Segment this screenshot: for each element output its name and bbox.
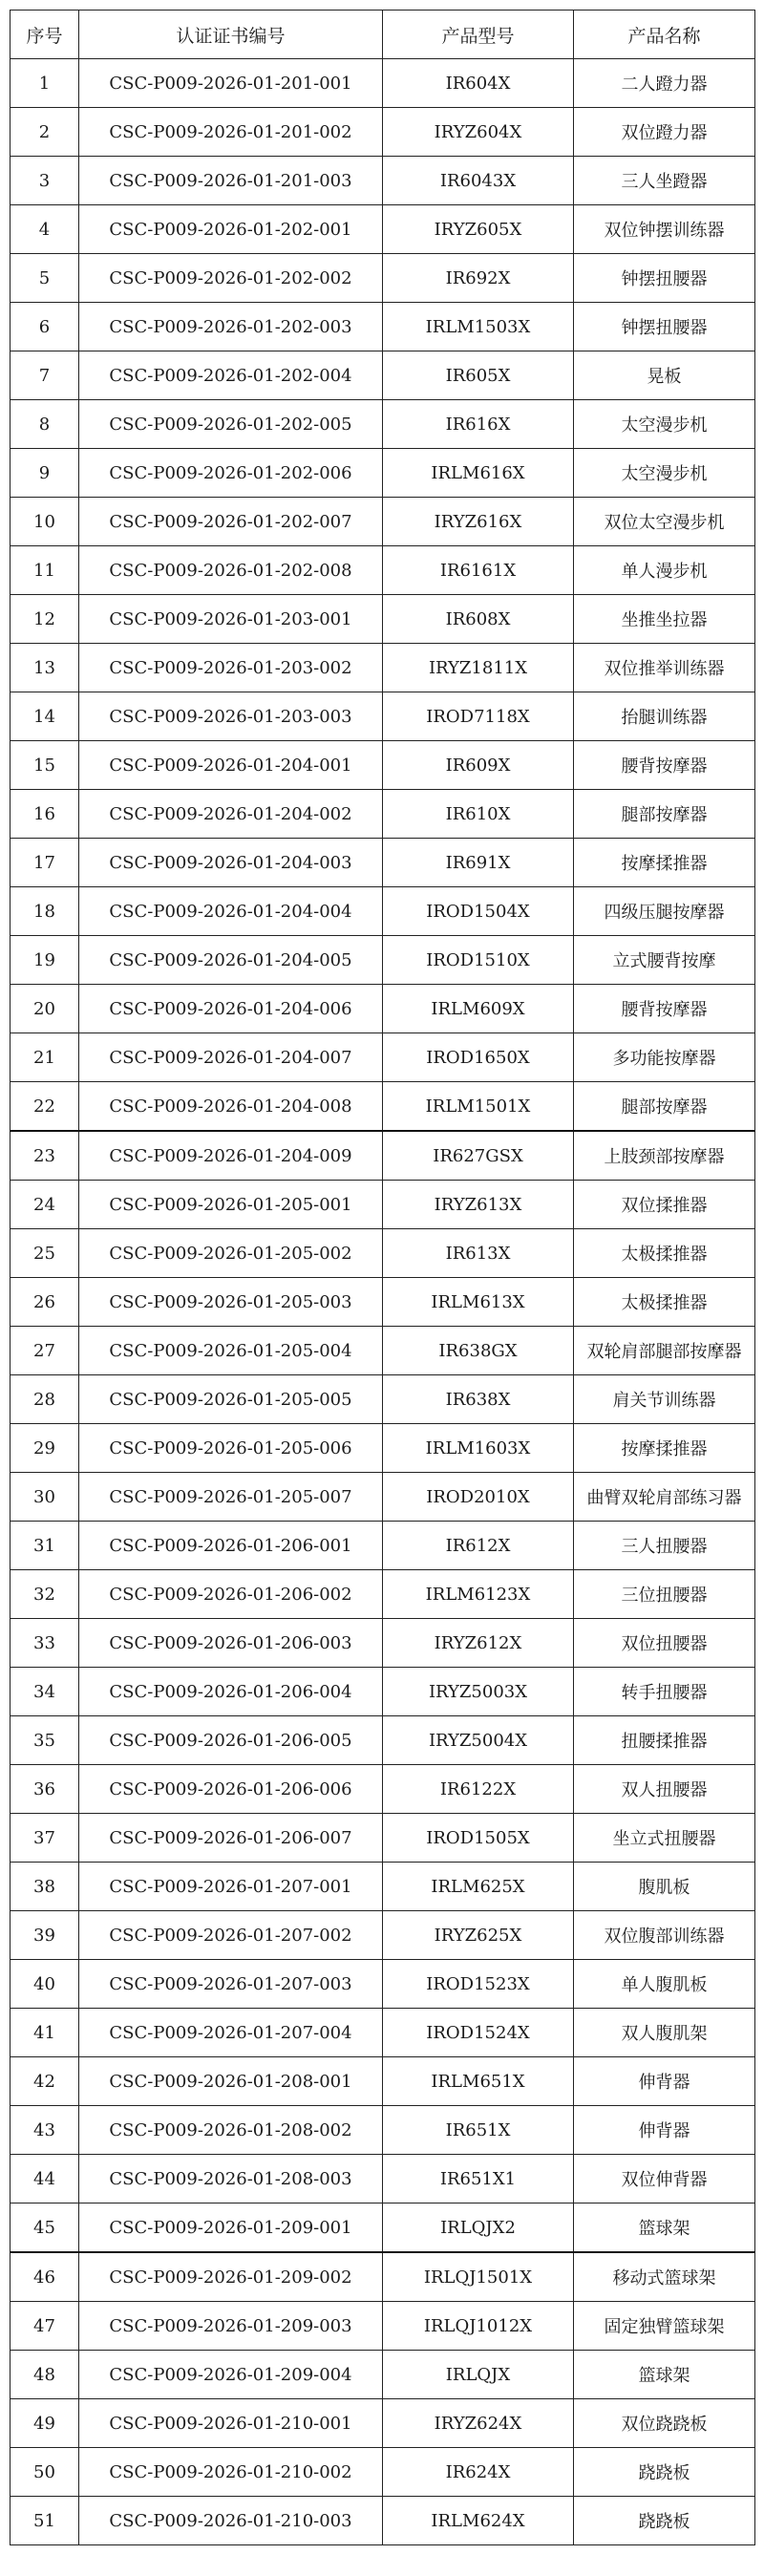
table-row xyxy=(11,1473,755,1522)
table-row xyxy=(11,741,755,790)
cell-certificate-number: CSC-P009-2026-01-204-006 xyxy=(79,985,383,1033)
header-product-model: 产品型号 xyxy=(383,11,574,59)
cell-certificate-number: CSC-P009-2026-01-209-004 xyxy=(79,2351,383,2399)
cell-product-model: IRYZ612X xyxy=(383,1619,574,1668)
cell-product-name: 双位跷跷板 xyxy=(574,2399,755,2448)
header-certificate-number: 认证证书编号 xyxy=(79,11,383,59)
table-row xyxy=(11,2009,755,2057)
table-row xyxy=(11,1375,755,1424)
cell-product-name: 按摩揉推器 xyxy=(574,1424,755,1473)
table-row xyxy=(11,59,755,108)
table-row xyxy=(11,2497,755,2545)
cell-certificate-number: CSC-P009-2026-01-205-004 xyxy=(79,1327,383,1375)
table-row xyxy=(11,2399,755,2448)
table-row xyxy=(11,1814,755,1863)
cell-certificate-number: CSC-P009-2026-01-206-006 xyxy=(79,1765,383,1814)
cell-product-name: 双位腹部训练器 xyxy=(574,1911,755,1960)
table-row xyxy=(11,449,755,498)
cell-product-name: 二人蹬力器 xyxy=(574,59,755,108)
cell-product-model: IRLM1503X xyxy=(383,303,574,351)
cell-product-name: 上肢颈部按摩器 xyxy=(574,1131,755,1181)
table-row xyxy=(11,2252,755,2302)
cell-product-model: IROD1523X xyxy=(383,1960,574,2009)
cell-product-name: 双位蹬力器 xyxy=(574,108,755,157)
cell-serial-number: 40 xyxy=(11,1960,79,2009)
cell-certificate-number: CSC-P009-2026-01-207-003 xyxy=(79,1960,383,2009)
cell-serial-number: 10 xyxy=(11,498,79,546)
cell-serial-number: 12 xyxy=(11,595,79,644)
cell-certificate-number: CSC-P009-2026-01-203-003 xyxy=(79,692,383,741)
cell-product-model: IR608X xyxy=(383,595,574,644)
table-row xyxy=(11,1424,755,1473)
table-body xyxy=(11,59,755,2545)
table-row xyxy=(11,1570,755,1619)
cell-serial-number: 37 xyxy=(11,1814,79,1863)
cell-serial-number: 33 xyxy=(11,1619,79,1668)
cell-product-name: 太极揉推器 xyxy=(574,1278,755,1327)
cell-serial-number: 22 xyxy=(11,1082,79,1132)
table-row xyxy=(11,2302,755,2351)
cell-product-model: IR6122X xyxy=(383,1765,574,1814)
cell-serial-number: 47 xyxy=(11,2302,79,2351)
cell-certificate-number: CSC-P009-2026-01-202-006 xyxy=(79,449,383,498)
cell-product-name: 抬腿训练器 xyxy=(574,692,755,741)
cell-product-name: 按摩揉推器 xyxy=(574,839,755,887)
table-row xyxy=(11,157,755,205)
table-row xyxy=(11,1960,755,2009)
cell-product-model: IROD1510X xyxy=(383,936,574,985)
cell-certificate-number: CSC-P009-2026-01-204-002 xyxy=(79,790,383,839)
table-row xyxy=(11,351,755,400)
cell-product-name: 三人坐蹬器 xyxy=(574,157,755,205)
cell-certificate-number: CSC-P009-2026-01-205-003 xyxy=(79,1278,383,1327)
cell-product-model: IRLM613X xyxy=(383,1278,574,1327)
cell-product-model: IRLQJX xyxy=(383,2351,574,2399)
cell-product-name: 双位推举训练器 xyxy=(574,644,755,692)
table-row xyxy=(11,1082,755,1132)
cell-serial-number: 36 xyxy=(11,1765,79,1814)
cell-product-model: IR691X xyxy=(383,839,574,887)
cell-certificate-number: CSC-P009-2026-01-207-004 xyxy=(79,2009,383,2057)
cell-product-model: IRLQJ1501X xyxy=(383,2252,574,2302)
cell-product-model: IR638X xyxy=(383,1375,574,1424)
cell-serial-number: 31 xyxy=(11,1522,79,1570)
cell-serial-number: 16 xyxy=(11,790,79,839)
cell-certificate-number: CSC-P009-2026-01-205-001 xyxy=(79,1181,383,1229)
cell-certificate-number: CSC-P009-2026-01-204-008 xyxy=(79,1082,383,1132)
table-row xyxy=(11,1668,755,1716)
cell-serial-number: 23 xyxy=(11,1131,79,1181)
cell-product-model: IROD1650X xyxy=(383,1033,574,1082)
cell-product-model: IRLM624X xyxy=(383,2497,574,2545)
cell-certificate-number: CSC-P009-2026-01-202-003 xyxy=(79,303,383,351)
table-row xyxy=(11,2057,755,2106)
cell-product-name: 腿部按摩器 xyxy=(574,1082,755,1132)
cell-serial-number: 48 xyxy=(11,2351,79,2399)
certificate-table xyxy=(10,10,755,2545)
cell-product-name: 腿部按摩器 xyxy=(574,790,755,839)
cell-serial-number: 39 xyxy=(11,1911,79,1960)
cell-product-model: IR610X xyxy=(383,790,574,839)
cell-product-name: 篮球架 xyxy=(574,2351,755,2399)
cell-serial-number: 26 xyxy=(11,1278,79,1327)
table-row xyxy=(11,2155,755,2203)
cell-product-name: 腰背按摩器 xyxy=(574,741,755,790)
cell-serial-number: 41 xyxy=(11,2009,79,2057)
cell-product-name: 跷跷板 xyxy=(574,2448,755,2497)
cell-product-model: IR613X xyxy=(383,1229,574,1278)
cell-product-name: 腰背按摩器 xyxy=(574,985,755,1033)
cell-product-model: IRLM1501X xyxy=(383,1082,574,1132)
cell-product-model: IRLQJ1012X xyxy=(383,2302,574,2351)
cell-product-model: IROD1524X xyxy=(383,2009,574,2057)
header-product-name: 产品名称 xyxy=(574,11,755,59)
cell-certificate-number: CSC-P009-2026-01-209-002 xyxy=(79,2252,383,2302)
table-row xyxy=(11,546,755,595)
cell-serial-number: 13 xyxy=(11,644,79,692)
cell-serial-number: 7 xyxy=(11,351,79,400)
cell-serial-number: 51 xyxy=(11,2497,79,2545)
table-row xyxy=(11,2351,755,2399)
cell-serial-number: 30 xyxy=(11,1473,79,1522)
cell-product-model: IRLM609X xyxy=(383,985,574,1033)
table-row xyxy=(11,1716,755,1765)
cell-product-name: 伸背器 xyxy=(574,2057,755,2106)
table-row xyxy=(11,1229,755,1278)
cell-serial-number: 49 xyxy=(11,2399,79,2448)
cell-serial-number: 43 xyxy=(11,2106,79,2155)
cell-certificate-number: CSC-P009-2026-01-205-007 xyxy=(79,1473,383,1522)
cell-product-model: IR612X xyxy=(383,1522,574,1570)
cell-certificate-number: CSC-P009-2026-01-204-005 xyxy=(79,936,383,985)
cell-certificate-number: CSC-P009-2026-01-206-005 xyxy=(79,1716,383,1765)
cell-certificate-number: CSC-P009-2026-01-205-002 xyxy=(79,1229,383,1278)
header-serial-number: 序号 xyxy=(11,11,79,59)
cell-product-model: IROD2010X xyxy=(383,1473,574,1522)
cell-serial-number: 27 xyxy=(11,1327,79,1375)
cell-serial-number: 45 xyxy=(11,2203,79,2253)
table-row xyxy=(11,595,755,644)
cell-product-name: 钟摆扭腰器 xyxy=(574,254,755,303)
cell-product-model: IRYZ616X xyxy=(383,498,574,546)
cell-product-model: IR604X xyxy=(383,59,574,108)
cell-certificate-number: CSC-P009-2026-01-201-003 xyxy=(79,157,383,205)
cell-certificate-number: CSC-P009-2026-01-210-002 xyxy=(79,2448,383,2497)
cell-product-model: IROD1504X xyxy=(383,887,574,936)
table-row xyxy=(11,205,755,254)
cell-certificate-number: CSC-P009-2026-01-206-007 xyxy=(79,1814,383,1863)
cell-serial-number: 29 xyxy=(11,1424,79,1473)
cell-product-model: IR6161X xyxy=(383,546,574,595)
cell-serial-number: 5 xyxy=(11,254,79,303)
cell-product-name: 肩关节训练器 xyxy=(574,1375,755,1424)
cell-certificate-number: CSC-P009-2026-01-209-003 xyxy=(79,2302,383,2351)
cell-serial-number: 50 xyxy=(11,2448,79,2497)
cell-serial-number: 34 xyxy=(11,1668,79,1716)
cell-certificate-number: CSC-P009-2026-01-202-007 xyxy=(79,498,383,546)
cell-product-model: IRLM651X xyxy=(383,2057,574,2106)
cell-product-name: 双位扭腰器 xyxy=(574,1619,755,1668)
cell-serial-number: 1 xyxy=(11,59,79,108)
table-row xyxy=(11,936,755,985)
cell-product-model: IR616X xyxy=(383,400,574,449)
cell-serial-number: 17 xyxy=(11,839,79,887)
cell-product-name: 双轮肩部腿部按摩器 xyxy=(574,1327,755,1375)
table-row xyxy=(11,2448,755,2497)
table-row xyxy=(11,985,755,1033)
cell-certificate-number: CSC-P009-2026-01-210-001 xyxy=(79,2399,383,2448)
cell-product-name: 太极揉推器 xyxy=(574,1229,755,1278)
cell-certificate-number: CSC-P009-2026-01-202-008 xyxy=(79,546,383,595)
cell-product-name: 曲臂双轮肩部练习器 xyxy=(574,1473,755,1522)
cell-certificate-number: CSC-P009-2026-01-209-001 xyxy=(79,2203,383,2253)
cell-serial-number: 8 xyxy=(11,400,79,449)
cell-product-name: 固定独臂篮球架 xyxy=(574,2302,755,2351)
cell-product-name: 跷跷板 xyxy=(574,2497,755,2545)
cell-product-model: IR627GSX xyxy=(383,1131,574,1181)
cell-certificate-number: CSC-P009-2026-01-204-007 xyxy=(79,1033,383,1082)
table-row xyxy=(11,1327,755,1375)
cell-serial-number: 32 xyxy=(11,1570,79,1619)
cell-certificate-number: CSC-P009-2026-01-202-002 xyxy=(79,254,383,303)
cell-serial-number: 6 xyxy=(11,303,79,351)
cell-serial-number: 46 xyxy=(11,2252,79,2302)
cell-product-name: 双人扭腰器 xyxy=(574,1765,755,1814)
cell-serial-number: 28 xyxy=(11,1375,79,1424)
table-row xyxy=(11,498,755,546)
cell-certificate-number: CSC-P009-2026-01-206-003 xyxy=(79,1619,383,1668)
cell-product-model: IRYZ624X xyxy=(383,2399,574,2448)
cell-product-model: IRLM1603X xyxy=(383,1424,574,1473)
cell-product-model: IRYZ604X xyxy=(383,108,574,157)
cell-product-name: 立式腰背按摩 xyxy=(574,936,755,985)
table-row xyxy=(11,2203,755,2253)
cell-certificate-number: CSC-P009-2026-01-208-003 xyxy=(79,2155,383,2203)
cell-product-model: IR692X xyxy=(383,254,574,303)
table-row xyxy=(11,1278,755,1327)
cell-product-model: IR609X xyxy=(383,741,574,790)
cell-certificate-number: CSC-P009-2026-01-207-002 xyxy=(79,1911,383,1960)
table-row xyxy=(11,1765,755,1814)
cell-product-name: 双位伸背器 xyxy=(574,2155,755,2203)
cell-certificate-number: CSC-P009-2026-01-210-003 xyxy=(79,2497,383,2545)
cell-product-model: IRLQJX2 xyxy=(383,2203,574,2253)
cell-serial-number: 3 xyxy=(11,157,79,205)
cell-serial-number: 4 xyxy=(11,205,79,254)
cell-serial-number: 35 xyxy=(11,1716,79,1765)
table-row xyxy=(11,1131,755,1181)
cell-serial-number: 24 xyxy=(11,1181,79,1229)
cell-serial-number: 20 xyxy=(11,985,79,1033)
cell-certificate-number: CSC-P009-2026-01-205-006 xyxy=(79,1424,383,1473)
cell-product-name: 移动式篮球架 xyxy=(574,2252,755,2302)
table-row xyxy=(11,887,755,936)
cell-product-model: IRYZ5003X xyxy=(383,1668,574,1716)
certificate-table-page xyxy=(10,10,754,2545)
cell-product-model: IR638GX xyxy=(383,1327,574,1375)
cell-certificate-number: CSC-P009-2026-01-206-001 xyxy=(79,1522,383,1570)
cell-product-model: IRYZ625X xyxy=(383,1911,574,1960)
cell-product-name: 太空漫步机 xyxy=(574,449,755,498)
cell-certificate-number: CSC-P009-2026-01-202-005 xyxy=(79,400,383,449)
cell-serial-number: 11 xyxy=(11,546,79,595)
cell-product-model: IR624X xyxy=(383,2448,574,2497)
cell-product-name: 单人腹肌板 xyxy=(574,1960,755,2009)
cell-product-name: 钟摆扭腰器 xyxy=(574,303,755,351)
cell-certificate-number: CSC-P009-2026-01-206-002 xyxy=(79,1570,383,1619)
table-row xyxy=(11,1863,755,1911)
cell-product-name: 伸背器 xyxy=(574,2106,755,2155)
cell-certificate-number: CSC-P009-2026-01-203-001 xyxy=(79,595,383,644)
table-row xyxy=(11,1522,755,1570)
cell-serial-number: 14 xyxy=(11,692,79,741)
cell-serial-number: 19 xyxy=(11,936,79,985)
cell-certificate-number: CSC-P009-2026-01-205-005 xyxy=(79,1375,383,1424)
table-row xyxy=(11,790,755,839)
cell-product-name: 扭腰揉推器 xyxy=(574,1716,755,1765)
cell-certificate-number: CSC-P009-2026-01-202-001 xyxy=(79,205,383,254)
table-row xyxy=(11,2106,755,2155)
cell-product-name: 坐推坐拉器 xyxy=(574,595,755,644)
table-row xyxy=(11,1619,755,1668)
cell-product-name: 单人漫步机 xyxy=(574,546,755,595)
cell-product-name: 腹肌板 xyxy=(574,1863,755,1911)
cell-certificate-number: CSC-P009-2026-01-202-004 xyxy=(79,351,383,400)
cell-product-model: IRYZ5004X xyxy=(383,1716,574,1765)
cell-product-name: 双人腹肌架 xyxy=(574,2009,755,2057)
cell-serial-number: 25 xyxy=(11,1229,79,1278)
cell-product-name: 多功能按摩器 xyxy=(574,1033,755,1082)
cell-product-name: 三人扭腰器 xyxy=(574,1522,755,1570)
table-row xyxy=(11,254,755,303)
table-row xyxy=(11,1181,755,1229)
cell-serial-number: 18 xyxy=(11,887,79,936)
cell-certificate-number: CSC-P009-2026-01-204-009 xyxy=(79,1131,383,1181)
cell-certificate-number: CSC-P009-2026-01-206-004 xyxy=(79,1668,383,1716)
cell-product-model: IRLM6123X xyxy=(383,1570,574,1619)
cell-product-model: IRLM616X xyxy=(383,449,574,498)
cell-product-name: 双位钟摆训练器 xyxy=(574,205,755,254)
table-row xyxy=(11,108,755,157)
cell-product-model: IR651X xyxy=(383,2106,574,2155)
cell-serial-number: 38 xyxy=(11,1863,79,1911)
cell-certificate-number: CSC-P009-2026-01-207-001 xyxy=(79,1863,383,1911)
table-row xyxy=(11,303,755,351)
cell-certificate-number: CSC-P009-2026-01-204-004 xyxy=(79,887,383,936)
cell-serial-number: 42 xyxy=(11,2057,79,2106)
cell-product-model: IROD1505X xyxy=(383,1814,574,1863)
table-row xyxy=(11,400,755,449)
table-row xyxy=(11,839,755,887)
cell-certificate-number: CSC-P009-2026-01-204-001 xyxy=(79,741,383,790)
cell-certificate-number: CSC-P009-2026-01-204-003 xyxy=(79,839,383,887)
cell-product-name: 双位揉推器 xyxy=(574,1181,755,1229)
cell-serial-number: 44 xyxy=(11,2155,79,2203)
cell-product-model: IR605X xyxy=(383,351,574,400)
table-row xyxy=(11,692,755,741)
cell-product-name: 双位太空漫步机 xyxy=(574,498,755,546)
cell-serial-number: 21 xyxy=(11,1033,79,1082)
cell-product-model: IRYZ1811X xyxy=(383,644,574,692)
cell-certificate-number: CSC-P009-2026-01-203-002 xyxy=(79,644,383,692)
cell-product-name: 晃板 xyxy=(574,351,755,400)
cell-product-name: 篮球架 xyxy=(574,2203,755,2253)
table-row xyxy=(11,644,755,692)
cell-product-name: 坐立式扭腰器 xyxy=(574,1814,755,1863)
table-header-row xyxy=(11,11,755,59)
cell-serial-number: 15 xyxy=(11,741,79,790)
cell-product-model: IRYZ613X xyxy=(383,1181,574,1229)
table-row xyxy=(11,1911,755,1960)
cell-certificate-number: CSC-P009-2026-01-208-002 xyxy=(79,2106,383,2155)
cell-product-name: 四级压腿按摩器 xyxy=(574,887,755,936)
cell-certificate-number: CSC-P009-2026-01-201-001 xyxy=(79,59,383,108)
cell-certificate-number: CSC-P009-2026-01-201-002 xyxy=(79,108,383,157)
cell-product-model: IR6043X xyxy=(383,157,574,205)
cell-product-name: 三位扭腰器 xyxy=(574,1570,755,1619)
cell-serial-number: 2 xyxy=(11,108,79,157)
cell-product-name: 太空漫步机 xyxy=(574,400,755,449)
cell-product-model: IRYZ605X xyxy=(383,205,574,254)
table-row xyxy=(11,1033,755,1082)
cell-certificate-number: CSC-P009-2026-01-208-001 xyxy=(79,2057,383,2106)
cell-product-model: IR651X1 xyxy=(383,2155,574,2203)
cell-product-model: IRLM625X xyxy=(383,1863,574,1911)
cell-serial-number: 9 xyxy=(11,449,79,498)
cell-product-name: 转手扭腰器 xyxy=(574,1668,755,1716)
cell-product-model: IROD7118X xyxy=(383,692,574,741)
